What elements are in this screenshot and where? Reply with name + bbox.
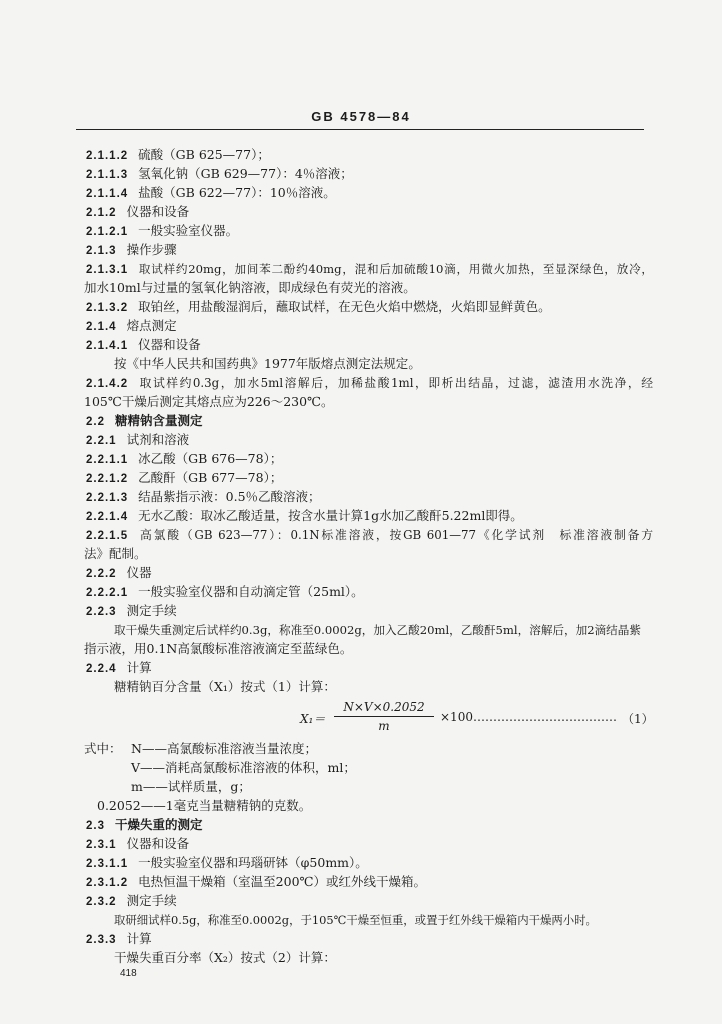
clause-line [86, 451, 282, 468]
page-number: 418 [120, 968, 137, 979]
clause-line [86, 836, 189, 853]
definition-factor: 0.2052——1毫克当量糖精钠的克数。 [97, 798, 312, 813]
clause-text: 计算 [126, 931, 152, 946]
clause-number: 2.1.4 [86, 321, 117, 333]
clause-number: 2.1.1.2 [86, 150, 129, 162]
header-rule [76, 129, 644, 130]
clause-number: 2.3.2 [86, 896, 117, 908]
clause-number: 2.2.1.1 [86, 454, 129, 466]
clause-number: 2.1.3 [86, 245, 117, 257]
section-heading [86, 817, 203, 834]
clause-line [86, 489, 321, 506]
clause-text: 取试样约0.3g，加水5ml溶解后，加稀盐酸1ml，即析出结晶，过滤，滤渣用水洗净，经 [138, 376, 653, 390]
clause-text: 法》配制。 [84, 546, 147, 561]
clause-line [86, 855, 368, 872]
clause-text: 糖精钠含量测定 [115, 413, 203, 428]
clause-text: 仪器 [126, 565, 152, 580]
clause-text: 一般实验室仪器。 [138, 223, 239, 238]
clause-number: 2.2.2.1 [86, 587, 129, 599]
definition-n: N——高氯酸标准溶液当量浓度； [131, 741, 317, 756]
clause-text: 熔点测定 [126, 318, 177, 333]
clause-text: 仪器和设备 [126, 836, 190, 851]
clause-line [86, 185, 336, 202]
fraction-bar [334, 716, 434, 717]
formula-fraction [334, 700, 434, 733]
clause-number: 2.1.1.4 [86, 188, 129, 200]
clause-text: 指示液，用0.1N高氯酸标准溶液滴定至蓝绿色。 [84, 641, 353, 656]
formula-lhs: X₁＝ [300, 712, 326, 726]
clause-line [86, 375, 653, 392]
clause-text: 结晶紫指示液：0.5％乙酸溶液； [138, 489, 321, 504]
clause-line [86, 470, 282, 487]
clause-number: 2.3.3 [86, 934, 117, 946]
clause-continuation [114, 679, 336, 695]
clause-number: 2.3.1 [86, 839, 117, 851]
clause-text: 操作步骤 [126, 242, 177, 257]
clause-line [86, 261, 653, 278]
clause-number: 2.2 [86, 416, 105, 428]
clause-line [86, 223, 238, 240]
clause-text: 氢氧化钠（GB 629—77）：4％溶液； [138, 166, 353, 181]
clause-continuation [84, 394, 334, 410]
clause-text: 冰乙酸（GB 676—78）； [138, 451, 283, 466]
clause-text: 取干燥失重测定后试样约0.3g，称准至0.0002g，加入乙酸20ml，乙酸酐5ml，溶解后，加2滴结晶紫 [114, 623, 641, 637]
clause-line [86, 584, 364, 601]
clause-number: 2.2.1.4 [86, 511, 129, 523]
clause-text: 仪器和设备 [138, 337, 201, 352]
clause-continuation [84, 546, 147, 562]
section-heading [86, 413, 203, 430]
clause-continuation [114, 622, 652, 638]
clause-text: 测定手续 [126, 603, 177, 618]
clause-number: 2.1.2.1 [86, 226, 129, 238]
clause-line [86, 660, 152, 677]
clause-text: 一般实验室仪器和自动滴定管（25ml）。 [138, 584, 364, 599]
clause-number: 2.2.2 [86, 568, 117, 580]
clause-text: 干燥失重百分率（X₂）按式（2）计算： [114, 950, 336, 965]
clause-text: 按《中华人民共和国药典》1977年版熔点测定法规定。 [114, 356, 421, 371]
definition-v: V——消耗高氯酸标准溶液的体积，ml； [131, 760, 356, 775]
clause-line [86, 166, 353, 183]
definition-m: m——试样质量，g； [131, 779, 251, 794]
formula-denominator: m [378, 719, 390, 733]
formula-numerator: N×V×0.2052 [343, 700, 425, 714]
clause-number: 2.3.1.2 [86, 877, 129, 889]
clause-continuation [84, 641, 352, 657]
clause-number: 2.1.3.1 [86, 264, 129, 276]
clause-line [86, 147, 270, 164]
document-header: GB 4578—84 [311, 109, 411, 124]
clause-text: 一般实验室仪器和玛瑙研钵（φ50mm）。 [138, 855, 368, 870]
clause-line [86, 242, 177, 259]
clause-number: 2.2.1.2 [86, 473, 129, 485]
clause-number: 2.2.1.5 [86, 530, 129, 542]
clause-number: 2.2.4 [86, 663, 117, 675]
clause-line [86, 337, 201, 354]
clause-text: 取试样约20mg，加间苯二酚约40mg，混和后加硫酸10滴，用微火加热，至显深绿色，放冷， [138, 262, 653, 276]
formula-tail: ×100……………………………… [440, 710, 617, 724]
clause-number: 2.1.1.3 [86, 169, 129, 181]
clause-line [86, 299, 551, 316]
clause-text: 计算 [126, 660, 152, 675]
clause-line [86, 204, 189, 221]
clause-line [86, 603, 177, 620]
clause-continuation [114, 356, 421, 372]
clause-number: 2.1.2 [86, 207, 117, 219]
clause-text: 电热恒温干燥箱（室温至200℃）或红外线干燥箱。 [138, 874, 427, 889]
clause-line [86, 508, 523, 525]
clause-text: 乙酸酐（GB 677—78）； [138, 470, 283, 485]
clause-text: 加水10ml与过量的氢氧化钠溶液，即成绿色有荧光的溶液。 [84, 280, 416, 295]
equation-number: （1） [622, 712, 654, 726]
clause-number: 2.1.4.1 [86, 340, 129, 352]
clause-text: 糖精钠百分含量（X₁）按式（1）计算： [114, 679, 336, 694]
clause-text: 仪器和设备 [126, 204, 190, 219]
clause-number: 2.1.4.2 [86, 378, 129, 390]
clause-text: 无水乙酸：取冰乙酸适量，按含水量计算1g水加乙酸酐5.22ml即得。 [138, 508, 523, 523]
clause-text: 取研细试样0.5g，称准至0.0002g，于105℃干燥至恒重，或置于红外线干燥箱内干燥两小时。 [114, 913, 597, 927]
clause-text: 试剂和溶液 [126, 432, 190, 447]
clause-continuation [114, 950, 336, 966]
clause-line [86, 318, 177, 335]
clause-line [86, 931, 152, 948]
clause-line [86, 527, 653, 544]
clause-text: 测定手续 [126, 893, 177, 908]
clause-number: 2.1.3.2 [86, 302, 129, 314]
clause-line [86, 874, 426, 891]
clause-number: 2.2.1 [86, 435, 117, 447]
clause-line [86, 893, 177, 910]
clause-continuation [84, 280, 416, 296]
clause-number: 2.3 [86, 820, 105, 832]
clause-text: 干燥失重的测定 [115, 817, 203, 832]
clause-line [86, 432, 189, 449]
clause-text: 取铂丝，用盐酸湿润后，蘸取试样，在无色火焰中燃烧，火焰即显鲜黄色。 [138, 299, 551, 314]
formula-1 [300, 700, 654, 736]
clause-number: 2.2.3 [86, 606, 117, 618]
clause-text: 硫酸（GB 625—77）； [138, 147, 270, 162]
clause-number: 2.2.1.3 [86, 492, 129, 504]
clause-line [86, 565, 152, 582]
definitions-intro: 式中： [84, 741, 122, 756]
clause-text: 105℃干燥后测定其熔点应为226～230℃。 [84, 394, 334, 409]
clause-continuation [114, 912, 644, 928]
clause-text: 高氯酸（GB 623—77）：0.1N标准溶液，按GB 601—77《化学试剂 标准溶液制备方 [138, 528, 653, 542]
clause-number: 2.3.1.1 [86, 858, 129, 870]
clause-text: 盐酸（GB 622—77）：10％溶液。 [138, 185, 336, 200]
